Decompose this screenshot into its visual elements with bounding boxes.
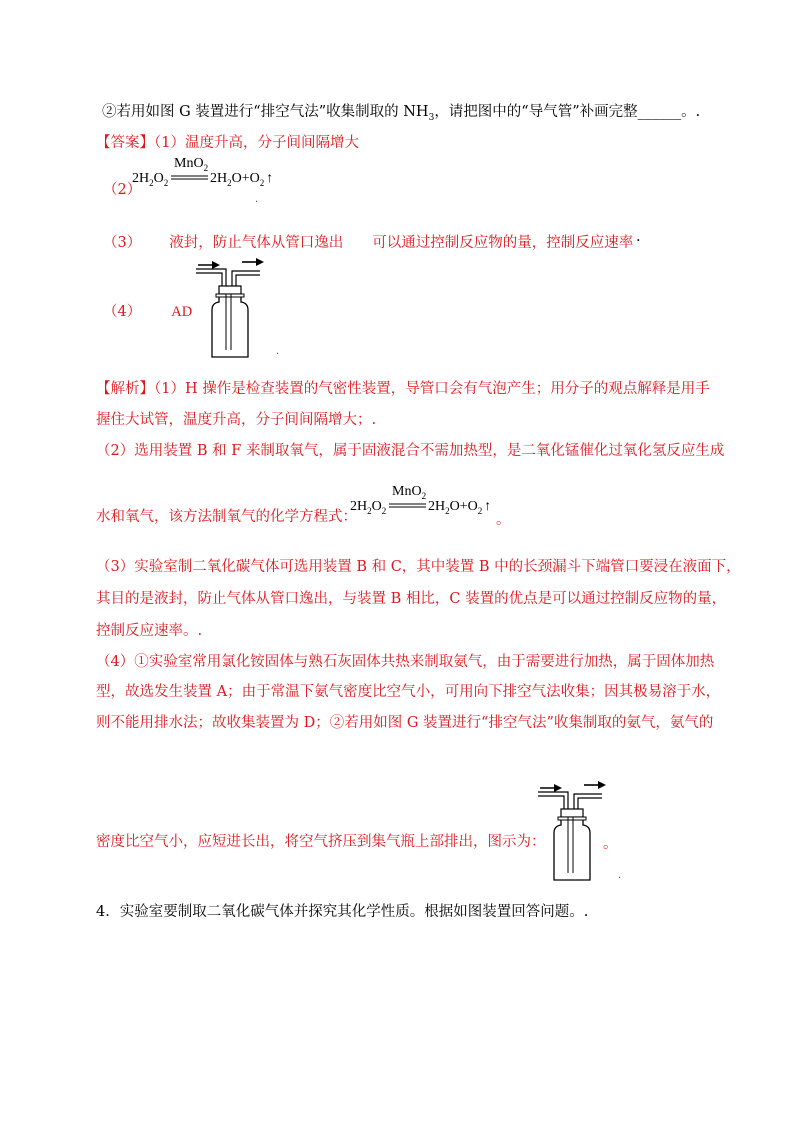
analysis-p4-end: 。 bbox=[603, 836, 618, 852]
answer-item4-label: （4） bbox=[103, 304, 142, 320]
answer-item4-text: AD bbox=[171, 304, 193, 320]
equation-2-left: $2H_2O_2$ bbox=[350, 499, 387, 516]
answer-item1: （1）温度升高，分子间间隔增大 bbox=[154, 135, 359, 151]
question-4: 4．实验室要制取二氧化碳气体并探究其化学性质。根据如图装置回答问题。. bbox=[96, 904, 589, 920]
question-part2-prefix: ②若用如图 G 装置进行“排空气法”收集制取的 NH bbox=[102, 104, 429, 120]
analysis-p4-line4: 密度比空气小，应短进长出，将空气挤压到集气瓶上部排出，图示为： bbox=[96, 834, 546, 850]
bottle-1-dot: . bbox=[276, 346, 280, 357]
analysis-p4-line1: （4）①实验室常用氯化铵固体与熟石灰固体共热来制取氨气，由于需要进行加热，属于固体加热 bbox=[96, 654, 715, 670]
gas-bottle-diagram-2 bbox=[532, 779, 612, 883]
answer-tag: 【答案】 bbox=[96, 135, 154, 151]
gas-arrow: ↑ bbox=[266, 171, 274, 186]
analysis-p4-line2: 型，故选发生装置 A；由于常温下氨气密度比空气小，可用向下排空气法收集；因其极易溶于水， bbox=[96, 684, 721, 700]
answer-item4 bbox=[103, 300, 192, 321]
analysis-p1-line1 bbox=[96, 377, 710, 398]
analysis-tag: 【解析】 bbox=[96, 381, 154, 397]
equation-1-double-line bbox=[171, 175, 208, 181]
equation-1 bbox=[132, 156, 292, 196]
answer-item3-end: . bbox=[636, 229, 641, 245]
question-part2 bbox=[102, 100, 700, 123]
equation-2-catalyst: MnO$_2$ bbox=[392, 484, 427, 501]
analysis-p2-line1: （2）选用装置 B 和 F 来制取氧气，属于固液混合不需加热型，是二氧化锰催化过氧化氢反应生成 bbox=[96, 443, 725, 459]
question-part2-suffix: ，请把图中的“导气管”补画完整______。. bbox=[434, 104, 701, 120]
analysis-p4-line3: 则不能用排水法；故收集装置为 D；②若用如图 G 装置进行“排空气法”收集制取的氨气，氨气的 bbox=[96, 715, 714, 731]
question-part2-sub: 3 bbox=[428, 112, 435, 123]
equation-1-catalyst: MnO$_2$ bbox=[174, 156, 209, 173]
analysis-p1-line2: 握住大试管，温度升高，分子间间隔增大；. bbox=[96, 412, 377, 428]
equation-2-right: $2H_2O+O_2$ ↑ bbox=[428, 499, 492, 516]
bottle-2-dot: . bbox=[618, 870, 622, 881]
equation-2 bbox=[350, 484, 510, 524]
analysis-p2-end: 。 bbox=[496, 512, 511, 528]
gas-arrow: ↑ bbox=[484, 499, 492, 514]
analysis-p1-text: （1）H 操作是检查装置的气密性装置，导管口会有气泡产生；用分子的观点解释是用手 bbox=[154, 381, 710, 397]
gas-bottle-diagram-1 bbox=[190, 256, 270, 360]
analysis-p3-line1: （3）实验室制二氧化碳气体可选用装置 B 和 C，其中装置 B 中的长颈漏斗下端管口要浸在液面下， bbox=[96, 559, 741, 575]
answer-item3-text: 液封，防止气体从管口逸出 可以通过控制反应物的量，控制反应速率 bbox=[169, 235, 634, 251]
answer-item2-label: （2） bbox=[103, 182, 142, 198]
equation-1-right: $2H_2O+O_2$ ↑ bbox=[210, 171, 274, 188]
equation-1-left: $2H_2O_2$ bbox=[132, 171, 169, 188]
answer-item3 bbox=[103, 231, 633, 252]
answer-line1 bbox=[96, 131, 359, 152]
answer-item3-label: （3） bbox=[103, 235, 142, 251]
analysis-p2-line2: 水和氧气，该方法制氧气的化学方程式： bbox=[96, 509, 357, 525]
analysis-p3-line2: 其目的是液封，防止气体从管口逸出，与装置 B 相比，C 装置的优点是可以通过控制反应物的量， bbox=[96, 591, 727, 607]
analysis-p3-line3: 控制反应速率。. bbox=[96, 623, 203, 639]
equation-1-dot: . bbox=[255, 194, 259, 205]
equation-2-double-line bbox=[389, 503, 426, 509]
